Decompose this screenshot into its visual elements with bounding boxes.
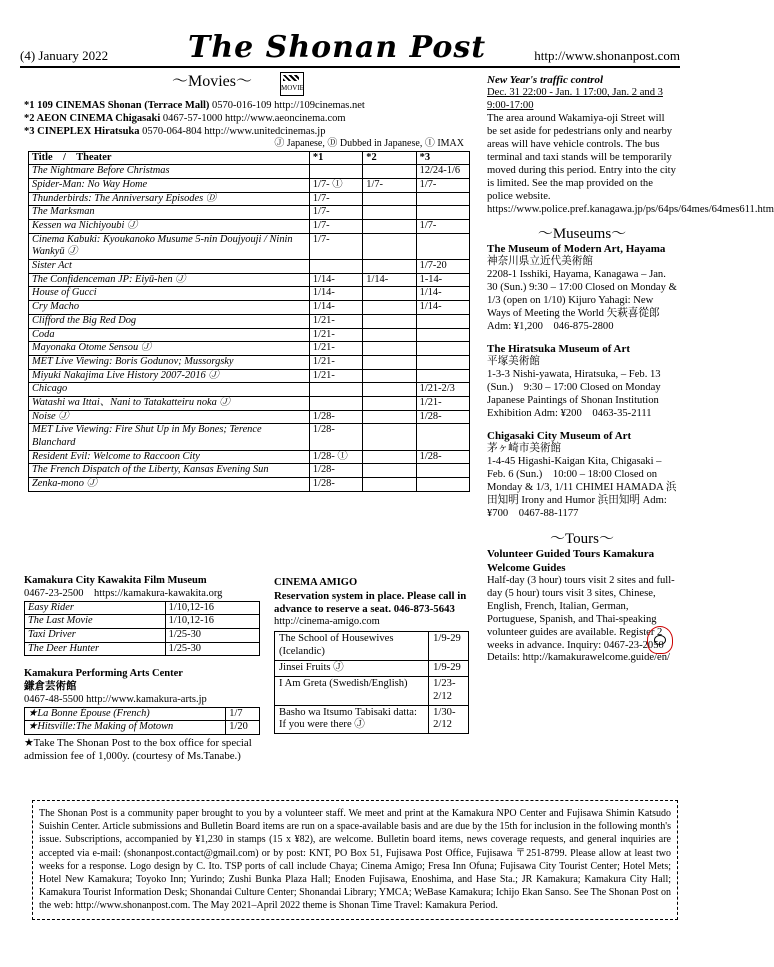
screening-date [363, 383, 416, 397]
screening-date [363, 450, 416, 464]
cinema-item [24, 126, 474, 139]
cinema-info: 0570-064-804 http://www.unitedcinemas.jp [142, 125, 326, 137]
movies-heading: 〜Movies〜 [172, 73, 253, 90]
movie-title: Kessen wa Nichiyoubi Ⓙ [29, 220, 310, 234]
screening-date [363, 287, 416, 301]
table-row [275, 705, 469, 734]
screening-date: 1/7- [309, 192, 362, 206]
film-dates: 1/23-2/12 [429, 676, 469, 705]
film-title: Jinsei Fruits Ⓙ [275, 660, 429, 676]
movie-title: Coda [29, 328, 310, 342]
screening-date: 1/14- [309, 287, 362, 301]
amigo-title: CINEMA AMIGO [274, 577, 358, 588]
museum-name-jp: 茅ヶ崎市美術館 [487, 443, 562, 455]
kawakita-contact: 0467-23-2500 https://kamakura-kawakita.org [24, 587, 223, 599]
screening-date: 1/28- [416, 450, 469, 464]
film-dates: 1/25-30 [165, 628, 259, 642]
film-dates: 1/25-30 [165, 642, 259, 656]
table-row [29, 342, 470, 356]
table-row [29, 410, 470, 424]
footer-box: The Shonan Post is a community paper brought to you by a volunteer staff. We meet and print at the Kamakura NPO Center and Fujisawa Shimin Katsudo Suishin Center. Article submissions and Bulletin Board items are run on a space-available basis and are due by the 15th for inclusion in the following month's issue. Subscriptions, accompanied by ¥1,230 in stamps (15 x ¥82), are welcome. Bulletin board items, news coverage requests, and general inquiries are accepted via e-mail: (shonanpost.contact@gmail.com) or by post: KNT, PO Box 51, Fujisawa Post Office, Fujisawa 〒251-8799. Please allow at least two weeks for a response. Logo design by C. Ito. TSP ports of call include Chaya; Cinema Amigo; Fresa Inn Ofuna; Fujisawa City Tourist Center; Hotel Mets; Hotel New Kamakura; Toyoko Inn; Yurindo; Zushi Bunka Plaza Hall; Enoden Fujisawa, Enoshima, and Hase Sta.; JR Kamakura; Kamakura City Hall; Kamakura Tourist Information Desk; Shonandai Culture Center; Shonandai Library; YMCA; WeBase Kamakura; Ichijo Ekan Sanso. See The Shonan Post on the web: http://www.shonanpost.com. The May 2021–April 2022 theme is Shonan Time Travel: Kamakura Period. [32, 800, 678, 920]
film-title: Taxi Driver [25, 628, 166, 642]
table-row [275, 660, 469, 676]
movie-title: Watashi wa Ittai、Nani to Tatakatteiru noka Ⓙ [29, 396, 310, 410]
screening-date [363, 342, 416, 356]
col-header-3: *3 [416, 151, 469, 165]
screening-date: 1/7- [416, 178, 469, 192]
daruma-icon [647, 626, 673, 654]
table-row [29, 369, 470, 383]
museum-list [487, 243, 677, 521]
screening-date: 1/21- [309, 314, 362, 328]
table-row [29, 396, 470, 410]
screening-date [416, 355, 469, 369]
screening-date [416, 424, 469, 450]
screening-date [363, 314, 416, 328]
table-row [275, 631, 469, 660]
screening-date [416, 192, 469, 206]
tours-body: Half-day (3 hour) tours visit 2 sites and full-day (5 hour) tours visit 3 sites, Chinese, English, French, Italian, German, Portuguese, Spanish, and Thai-speaking volunteer guides are available. Register 2 weeks in advance. Inquiry: 0467-23-2050 Details: http://kamakurawelcome.guide/en/ [487, 574, 675, 664]
movie-title: Thunderbirds: The Anniversary Episodes Ⓓ [29, 192, 310, 206]
table-row [29, 478, 470, 492]
film-dates: 1/10,12-16 [165, 601, 259, 615]
screening-date: 1/7- [416, 220, 469, 234]
screening-date [363, 478, 416, 492]
traffic-body: The area around Wakamiya-oji Street will be set aside for pedestrians only and nearby areas will have vehicle controls. The bus terminal and taxi stands will be temporarily moved during this period. Entry into the city is limited. See the map provided on the police website. https://www.police.pref.kanagawa.jp/ps/64ps/64mes/64mes611.htm [487, 113, 774, 215]
kpac-title-jp: 鎌倉芸術館 [24, 681, 77, 693]
screening-date: 1/28- [309, 424, 362, 450]
table-row [29, 273, 470, 287]
table-row [29, 192, 470, 206]
screening-date [416, 369, 469, 383]
kawakita-title: Kamakura City Kawakita Film Museum [24, 575, 207, 586]
screening-date: 1/21- [309, 328, 362, 342]
movie-title: MET Live Viewing: Fire Shut Up in My Bones; Terence Blanchard [29, 424, 310, 450]
table-row [29, 178, 470, 192]
screening-date: 1/7- [309, 220, 362, 234]
movie-title: Sister Act [29, 260, 310, 274]
table-row [275, 676, 469, 705]
screening-date [363, 165, 416, 179]
screening-date: 1/21-2/3 [416, 383, 469, 397]
table-row [25, 628, 260, 642]
movie-title: MET Live Viewing: Boris Godunov; Mussorgsky [29, 355, 310, 369]
film-title: Easy Rider [25, 601, 166, 615]
screening-date [363, 424, 416, 450]
cinema-name: *3 CINEPLEX Hiratsuka [24, 125, 143, 137]
screening-date [416, 314, 469, 328]
movie-title: The French Dispatch of the Liberty, Kansas Evening Sun [29, 464, 310, 478]
screening-date: 1/7- Ⓘ [309, 178, 362, 192]
screening-date [416, 233, 469, 259]
film-dates: 1/10,12-16 [165, 615, 259, 629]
movie-title: Cinema Kabuki: Kyoukanoko Musume 5-nin Doujyouji / Ninin Wankyū Ⓙ [29, 233, 310, 259]
table-row [29, 383, 470, 397]
movie-title: Cry Macho [29, 301, 310, 315]
table-row [29, 464, 470, 478]
screening-date: 1/28- Ⓘ [309, 450, 362, 464]
screening-date [363, 192, 416, 206]
screening-date: 1/14- [416, 287, 469, 301]
museum-item [487, 430, 677, 521]
screening-date: 1/7- [363, 178, 416, 192]
kpac-note: ★Take The Shonan Post to the box office for special admission fee of 1,000y. (courtesy of Ms.Tanabe.) [24, 737, 252, 763]
film-title: The Deer Hunter [25, 642, 166, 656]
screening-date: 1/21- [309, 342, 362, 356]
screening-date [416, 206, 469, 220]
kpac-contact: 0467-48-5500 http://www.kamakura-arts.jp [24, 693, 207, 705]
film-dates: 1/20 [226, 721, 260, 735]
movie-title: Spider-Man: No Way Home [29, 178, 310, 192]
col-header-2: *2 [363, 151, 416, 165]
screening-date: 1/28- [416, 410, 469, 424]
amigo-table [274, 631, 469, 734]
table-row [29, 206, 470, 220]
screening-date: 1/28- [309, 410, 362, 424]
movie-title: The Confidenceman JP: Eiyū-hen Ⓙ [29, 273, 310, 287]
masthead-bar [20, 30, 680, 68]
museum-name: The Hiratsuka Museum of Art [487, 342, 630, 355]
kpac-table [24, 707, 260, 735]
screening-date [309, 383, 362, 397]
col-header-1: *1 [309, 151, 362, 165]
film-title: Basho wa Itsumo Tabisaki datta: If you were there Ⓙ [275, 705, 429, 734]
table-row [29, 287, 470, 301]
movie-table [28, 151, 470, 492]
table-row [25, 707, 260, 721]
screening-date [416, 464, 469, 478]
screening-date: 1/7- [309, 233, 362, 259]
movie-title: The Nightmare Before Christmas [29, 165, 310, 179]
museum-name: Chigasaki City Museum of Art [487, 429, 632, 442]
movie-title: Mayonaka Otome Sensou Ⓙ [29, 342, 310, 356]
screening-date [416, 478, 469, 492]
table-row [29, 233, 470, 259]
screening-date: 1/14- [416, 301, 469, 315]
film-title: I Am Greta (Swedish/English) [275, 676, 429, 705]
screening-date [363, 369, 416, 383]
cinema-item [24, 113, 474, 126]
film-title: ★Hitsville:The Making of Motown [25, 721, 226, 735]
table-row [29, 301, 470, 315]
table-row [29, 314, 470, 328]
film-dates: 1/7 [226, 707, 260, 721]
movie-title: Chicago [29, 383, 310, 397]
table-row [25, 721, 260, 735]
museum-name: The Museum of Modern Art, Hayama [487, 242, 666, 255]
table-row [25, 601, 260, 615]
kpac-title: Kamakura Performing Arts Center [24, 668, 183, 680]
museum-details: 1-3-3 Nishi-yawata, Hiratsuka, – Feb. 13 (Sun.) 9:30 – 17:00 Closed on Monday Japanese Paintings of Shonan Institution Exhibition Adm: ¥200 0463-35-2111 [487, 369, 661, 419]
movie-title: The Marksman [29, 206, 310, 220]
cinema-info: 0467-57-1000 http://www.aeoncinema.com [162, 112, 346, 124]
museums-heading: 〜Museums〜 [537, 225, 627, 242]
film-title: The School of Housewives (Icelandic) [275, 631, 429, 660]
table-row [25, 642, 260, 656]
screening-date: 1/14- [363, 273, 416, 287]
movie-title: Zenka-mono Ⓙ [29, 478, 310, 492]
museum-item [487, 243, 677, 334]
cinema-item [24, 100, 474, 113]
screening-date: 1/7- [309, 206, 362, 220]
screening-date: 1/28- [309, 478, 362, 492]
screening-date [363, 260, 416, 274]
screening-date: 1-14- [416, 273, 469, 287]
kawakita-section [24, 575, 262, 763]
screening-date: 1/14- [309, 301, 362, 315]
film-title: ★La Bonne Épouse (French) [25, 707, 226, 721]
museum-details: 2208-1 Isshiki, Hayama, Kanagawa – Jan. 30 (Sun.) 9:30 – 17:00 Closed on Monday & 1/3 (open on 1/10) Kijuro Yahagi: New Ways of Meeting the World 矢萩喜從郎 Adm: ¥1,200 046-875-2800 [487, 269, 677, 332]
museum-item [487, 343, 677, 421]
movies-section [24, 70, 474, 492]
movie-title: Resident Evil: Welcome to Raccoon City [29, 450, 310, 464]
screening-date: 1/21- [309, 355, 362, 369]
movie-title: Clifford the Big Red Dog [29, 314, 310, 328]
clapperboard-icon: MOVIE [280, 72, 304, 96]
cinema-list [24, 100, 474, 138]
movie-legend: Ⓙ Japanese, Ⓓ Dubbed in Japanese, Ⓘ IMAX [274, 138, 464, 150]
right-column [487, 74, 774, 665]
screening-date: 1/7-20 [416, 260, 469, 274]
museum-details: 1-4-45 Higashi-Kaigan Kita, Chigasaki – Feb. 6 (Sun.) 10:00 – 18:00 Closed on Monday & 1/3, 1/11 CHIMEI HAMADA 浜田知明 Irony and Humor 浜田知明 Adm: ¥700 0467-88-1177 [487, 456, 677, 519]
screening-date: 1/21- [309, 369, 362, 383]
museum-name-jp: 平塚美術館 [487, 356, 540, 368]
screening-date [363, 410, 416, 424]
screening-date [416, 328, 469, 342]
movie-title: Noise Ⓙ [29, 410, 310, 424]
amigo-section [274, 577, 470, 734]
film-dates: 1/9-29 [429, 660, 469, 676]
table-row [29, 450, 470, 464]
traffic-dates: Dec. 31 22:00 - Jan. 1 17:00, Jan. 2 and 3 9:00-17:00 [487, 87, 663, 112]
masthead-title: The Shonan Post [188, 30, 487, 65]
table-row [29, 328, 470, 342]
traffic-title: New Year's traffic control [487, 74, 604, 86]
screening-date [363, 464, 416, 478]
screening-date [309, 396, 362, 410]
screening-date: 1/14- [309, 273, 362, 287]
museum-name-jp: 神奈川県立近代美術館 [487, 256, 593, 268]
cinema-name: *2 AEON CINEMA Chigasaki [24, 112, 163, 124]
table-row [25, 615, 260, 629]
screening-date [416, 342, 469, 356]
screening-date [363, 396, 416, 410]
screening-date [363, 328, 416, 342]
table-row [29, 260, 470, 274]
table-row [29, 355, 470, 369]
film-title: The Last Movie [25, 615, 166, 629]
tours-title: Volunteer Guided Tours Kamakura Welcome Guides [487, 548, 655, 574]
issue-date: (4) January 2022 [20, 48, 109, 63]
screening-date [363, 233, 416, 259]
screening-date [309, 260, 362, 274]
cinema-name: *1 109 CINEMAS Shonan (Terrace Mall) [24, 100, 213, 111]
movie-title: Miyuki Nakajima Live History 2007-2016 Ⓙ [29, 369, 310, 383]
screening-date [363, 220, 416, 234]
screening-date: 12/24-1/6 [416, 165, 469, 179]
table-row [29, 220, 470, 234]
screening-date [363, 355, 416, 369]
kawakita-table [24, 601, 260, 657]
site-url[interactable]: http://www.shonanpost.com [534, 48, 680, 63]
screening-date [363, 206, 416, 220]
film-dates: 1/9-29 [429, 631, 469, 660]
table-row [29, 165, 470, 179]
amigo-url[interactable]: http://cinema-amigo.com [274, 616, 380, 628]
amigo-note: Reservation system in place. Please call in advance to reserve a seat. 046-873-5643 [274, 589, 467, 615]
screening-date [309, 165, 362, 179]
screening-date [363, 301, 416, 315]
film-dates: 1/30-2/12 [429, 705, 469, 734]
table-row [29, 424, 470, 450]
col-header-title: Title / Theater [29, 151, 310, 165]
screening-date: 1/21- [416, 396, 469, 410]
tours-heading: 〜Tours〜 [550, 530, 614, 547]
screening-date: 1/28- [309, 464, 362, 478]
cinema-info: 0570-016-109 http://109cinemas.net [212, 100, 365, 111]
movie-title: House of Gucci [29, 287, 310, 301]
